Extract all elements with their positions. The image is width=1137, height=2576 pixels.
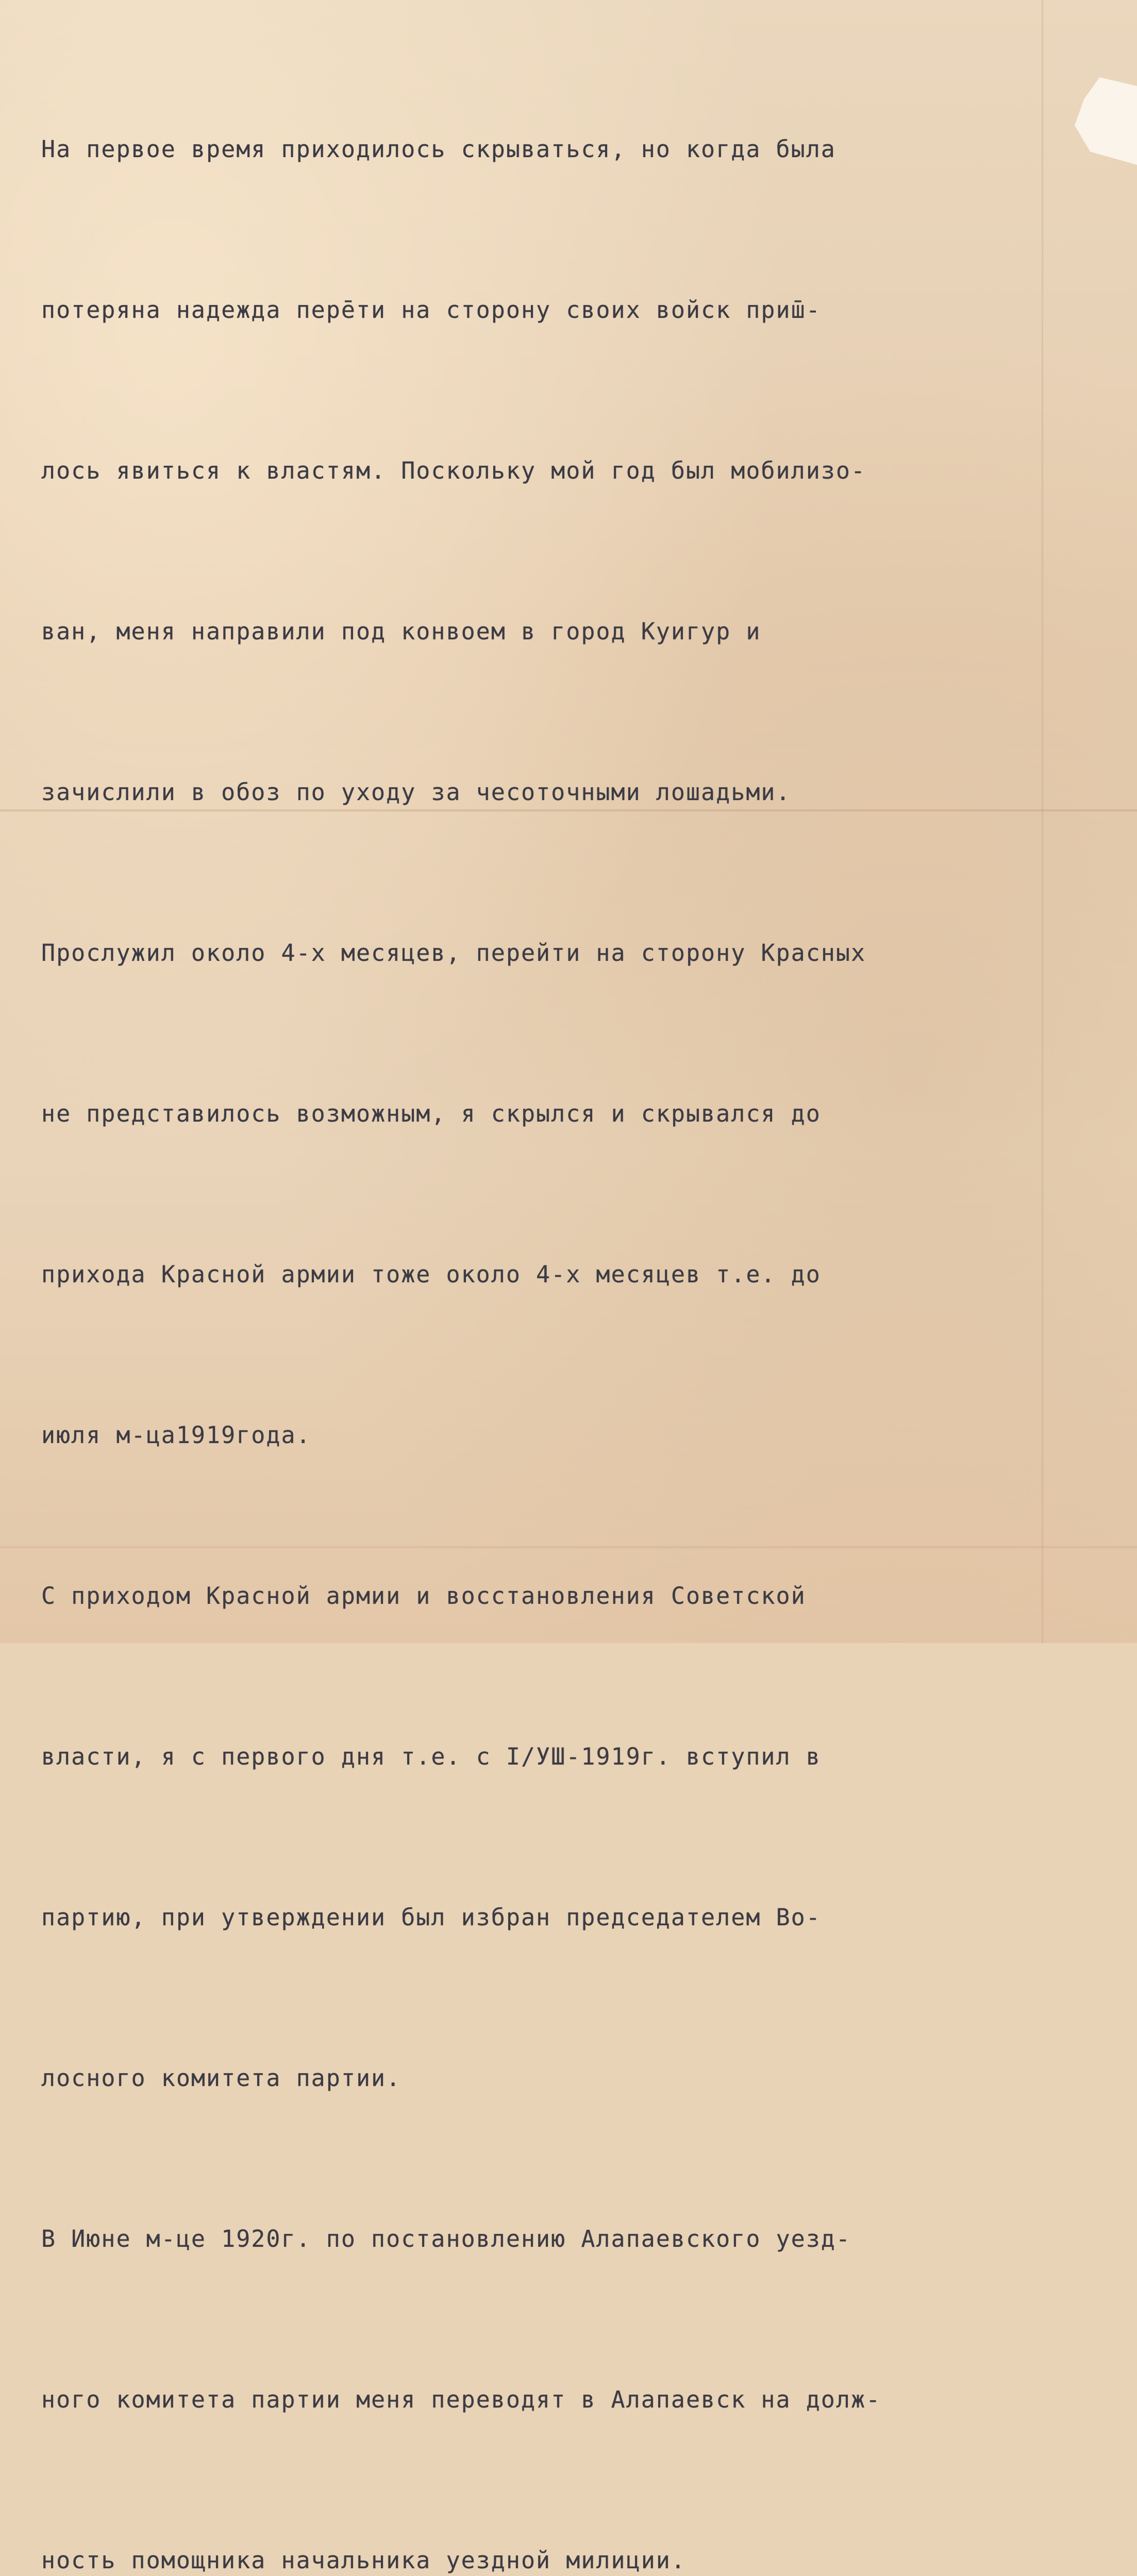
- text-line: не представилось возможным, я скрылся и скрывался до: [41, 1100, 821, 1127]
- text-line: На первое время приходилось скрываться, но когда была: [41, 135, 836, 163]
- text-line: партию, при утверждении был избран председателем Во-: [41, 1904, 821, 1931]
- text-line: ван, меня направили под конвоем в город Куигур и: [41, 618, 761, 645]
- text-line: В Июне м-це 1920г. по постановлению Алапаевского уезд-: [41, 2225, 851, 2252]
- text-line: власти, я с первого дня т.е. с I/УШ-1919г. вступил в: [41, 1743, 821, 1770]
- text-line: С приходом Красной армии и восстановления Советской: [41, 1582, 806, 1609]
- text-line: ность помощника начальника уездной милиции.: [41, 2547, 686, 2574]
- text-line: зачислили в обоз по уходу за чесоточными лошадьми.: [41, 778, 791, 806]
- text-line: прихода Красной армии тоже около 4-х месяцев т.е. до: [41, 1261, 821, 1288]
- text-line: Прослужил около 4-х месяцев, перейти на сторону Красных: [41, 939, 866, 967]
- text-line: лосного комитета партии.: [41, 2064, 402, 2092]
- typewritten-text: [41, 15, 1103, 2576]
- text-line: ного комитета партии меня переводят в Алапаевск на долж-: [41, 2386, 881, 2413]
- text-line: лось явиться к властям. Поскольку мой год был мобилизо-: [41, 457, 866, 484]
- text-line: июля м-ца1919года.: [41, 1421, 311, 1449]
- text-line: потеряна надежда пере̄ти на сторону своих войск приш̄-: [41, 296, 821, 324]
